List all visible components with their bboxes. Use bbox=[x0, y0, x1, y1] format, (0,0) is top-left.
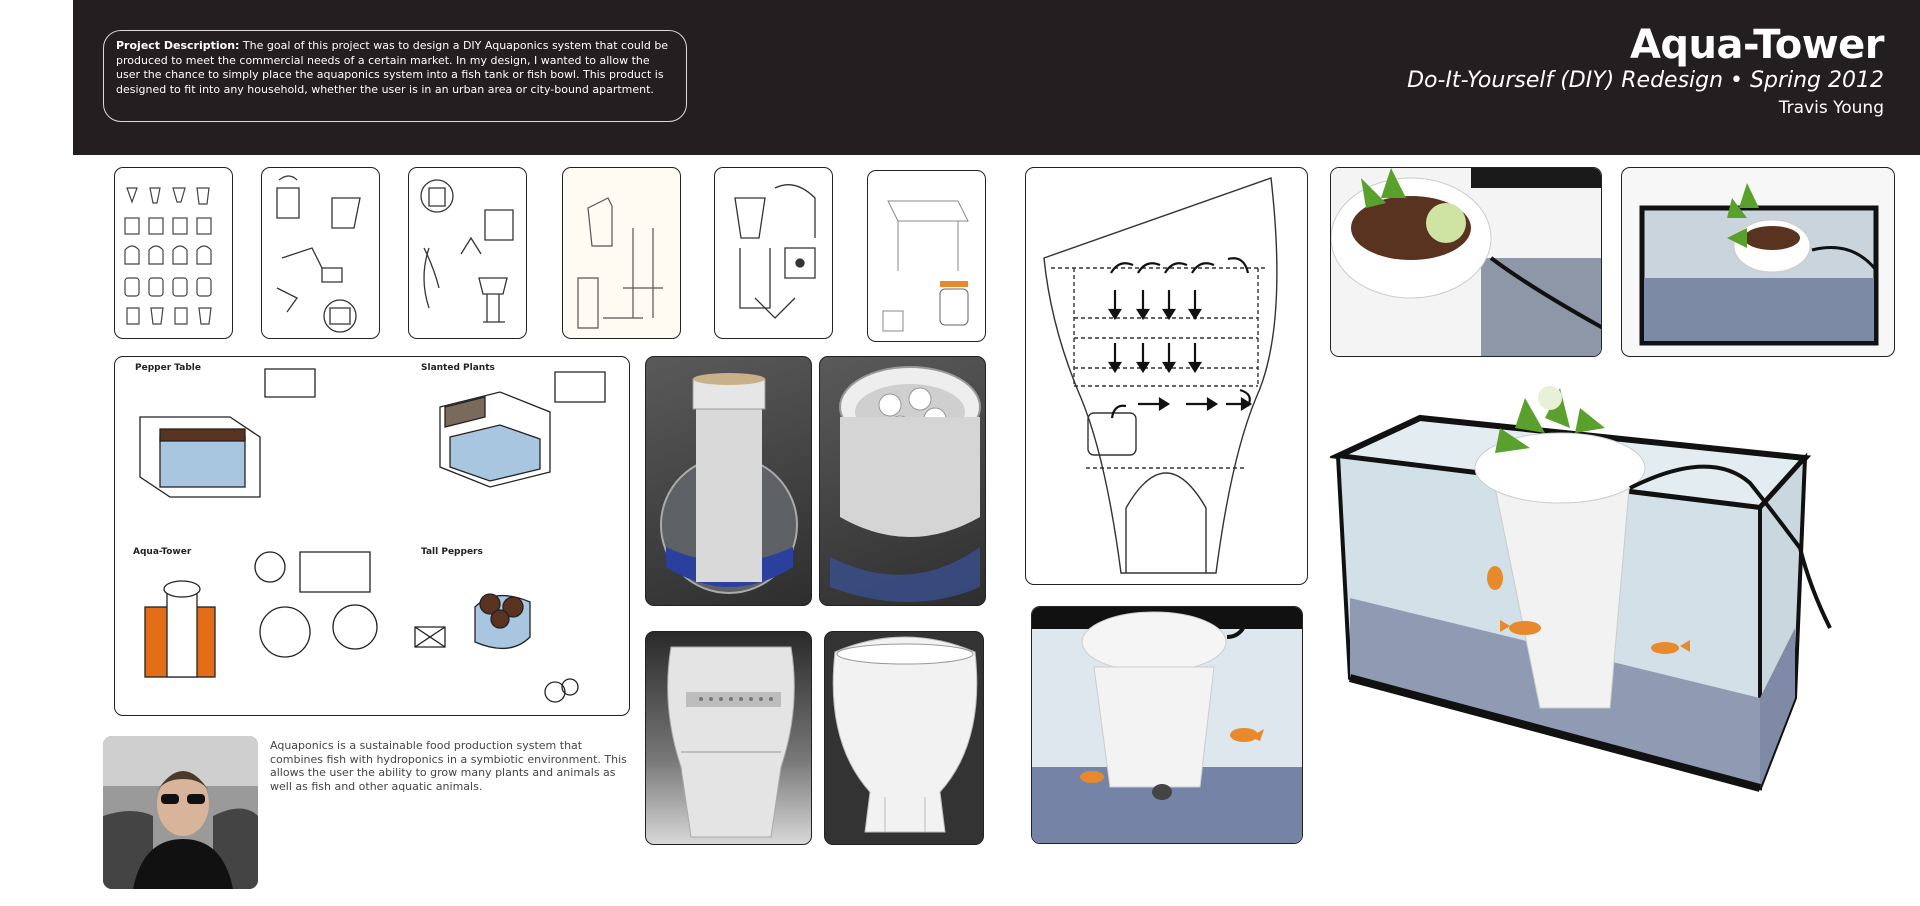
project-description-label: Project Description: bbox=[116, 39, 240, 52]
concept-sketch-sheet bbox=[114, 356, 630, 716]
concept-label-aqua-tower: Aqua-Tower bbox=[133, 547, 192, 557]
page-title: Aqua-Tower bbox=[1629, 22, 1884, 68]
concept-label-pepper-table: Pepper Table bbox=[135, 363, 201, 373]
project-description-text: The goal of this project was to design a DIY Aquaponics system that could be produced to meet the commercial needs of a certain market. In my design, I wanted to allow the user the chance to simply place the aquaponics system into a fish tank or fish bowl. This product is designed to fit into any household, whether the user is in an urban area or city-bound apartment. bbox=[116, 39, 669, 96]
planter-closeup-photo bbox=[1330, 167, 1602, 357]
tank-hero-photo bbox=[1330, 368, 1850, 798]
vase-render-photo bbox=[824, 631, 984, 845]
sketch-thumbnail-4 bbox=[562, 167, 681, 339]
page-subtitle: Do-It-Yourself (DIY) Redesign • Spring 2012 bbox=[1407, 68, 1884, 93]
bowl-render-photo-1 bbox=[645, 356, 812, 606]
sketch-thumbnail-1 bbox=[114, 167, 233, 339]
concept-label-tall-peppers: Tall Peppers bbox=[421, 547, 483, 557]
concept-label-slanted-plants: Slanted Plants bbox=[421, 363, 495, 373]
sketch-thumbnail-2 bbox=[261, 167, 380, 339]
aquaponics-bio-text: Aquaponics is a sustainable food production system that combines fish with hydroponics in a symbiotic environment. This allows the user the ability to grow many plants and animals as well as fish and other aquatic animals. bbox=[270, 739, 627, 793]
section-flow-drawing bbox=[1025, 167, 1308, 585]
author-name: Travis Young bbox=[1778, 98, 1884, 118]
cutaway-render-photo bbox=[645, 631, 812, 845]
tank-small-photo bbox=[1621, 167, 1895, 357]
sketch-thumbnail-6 bbox=[867, 170, 986, 342]
project-description-box bbox=[103, 30, 687, 122]
designer-portrait-photo bbox=[103, 736, 258, 889]
sketch-thumbnail-3 bbox=[408, 167, 527, 339]
tank-underwater-photo bbox=[1031, 606, 1303, 844]
bowl-render-photo-2 bbox=[819, 356, 986, 606]
sketch-thumbnail-5 bbox=[714, 167, 833, 339]
